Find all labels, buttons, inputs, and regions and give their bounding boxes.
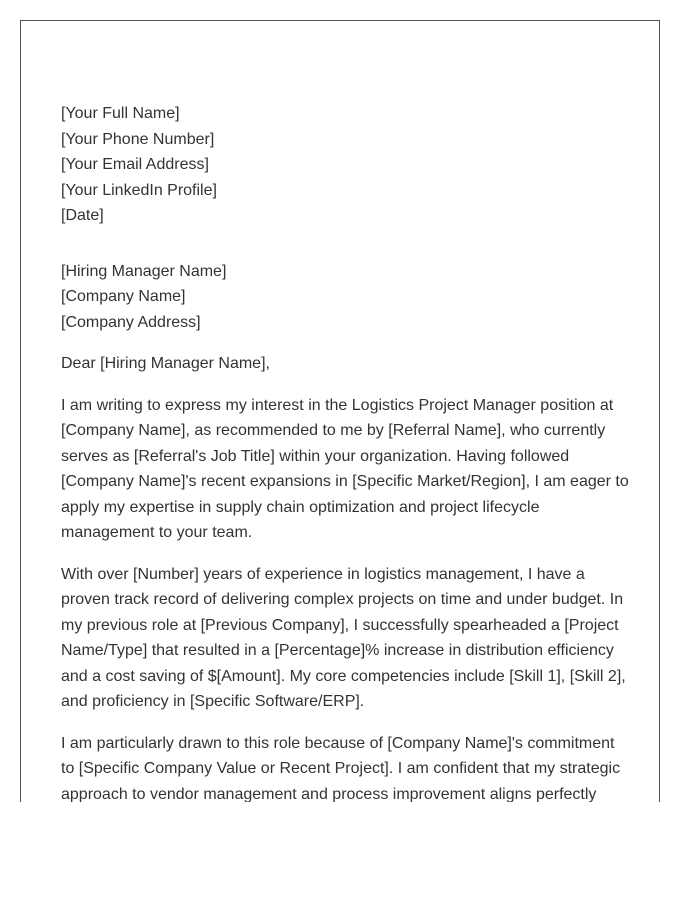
sender-info [61, 101, 629, 229]
sender-linkedin: [Your LinkedIn Profile] [61, 181, 217, 199]
paragraph-motivation: I am particularly drawn to this role because of [Company Name]'s commitment to [Specific Company Value or Recent Project]. I am confident that my strategic approach to vendor management and process improvement aligns perfectly [61, 734, 621, 802]
recipient-manager: [Hiring Manager Name] [61, 262, 227, 280]
letter-date: [Date] [61, 207, 104, 224]
salutation: Dear [Hiring Manager Name], [61, 355, 270, 372]
sender-name: [Your Full Name] [61, 105, 180, 122]
recipient-address: [Company Address] [61, 313, 201, 331]
document-page [20, 20, 660, 802]
recipient-info [61, 259, 629, 336]
sender-email: [Your Email Address] [61, 156, 209, 173]
paragraph-experience: With over [Number] years of experience in logistics management, I have a proven track record of delivering complex projects on time and under budget. In my previous role at [Previous Company], I successfully spearheaded a [Project Name/Type] that resulted in a [Percentage]% increase in distribution efficiency and a cost saving of $[Amount]. My core competencies include [Skill 1], [Skill 2], and proficiency in [Specific Software/ERP]. [61, 565, 626, 710]
sender-phone: [Your Phone Number] [61, 130, 215, 148]
paragraph-intro: I am writing to express my interest in the Logistics Project Manager position at [Company Name], as recommended to me by [Referral Name], who currently serves as [Referral's Job Title] within your organization. Having followed [Company Name]'s recent expansions in [Specific Market/Region], I am eager to apply my expertise in supply chain optimization and project lifecycle management to your team. [61, 396, 629, 541]
letter-body [61, 101, 629, 802]
recipient-company: [Company Name] [61, 288, 186, 305]
